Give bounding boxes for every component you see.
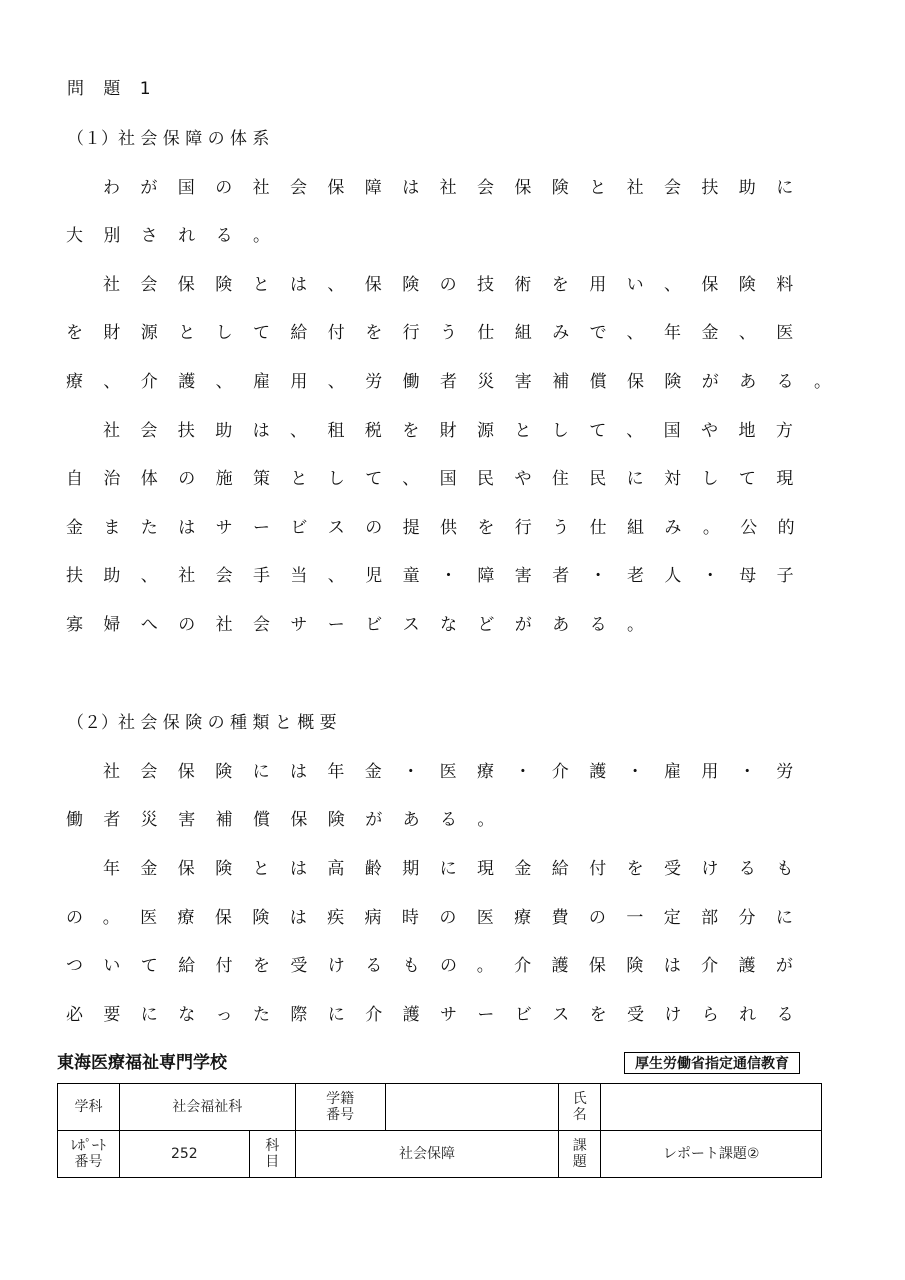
- assignment-value: レポート課題②: [601, 1131, 822, 1178]
- report-no-label: [58, 1131, 120, 1178]
- body-line: 社会扶助は、租税を財源として、国や地方: [103, 421, 814, 441]
- dept-label: 学科: [58, 1084, 120, 1131]
- table-row: [58, 1084, 822, 1131]
- body-line: 金またはサービスの提供を行う仕組み。公的: [66, 518, 816, 538]
- school-name: 東海医療福祉専門学校: [57, 1053, 227, 1073]
- body-line: わが国の社会保障は社会保険と社会扶助に: [103, 178, 814, 198]
- name-label-1: 氏: [572, 1090, 587, 1107]
- body-line: 社会保険とは、保険の技術を用い、保険料: [103, 275, 814, 295]
- name-label-2: 名: [572, 1106, 587, 1123]
- ministry-label: 厚生労働省指定通信教育: [624, 1052, 800, 1074]
- assignment-label-2: 題: [572, 1153, 587, 1170]
- assignment-label-1: 課: [572, 1137, 587, 1154]
- section-1-heading: （１）社 会 保 障 の 体 系: [67, 129, 270, 149]
- body-line: 扶助、社会手当、児童・障害者・老人・母子: [66, 566, 814, 586]
- body-line: を財源として給付を行う仕組みで、年金、医: [66, 323, 814, 343]
- body-line: 自治体の施策として、国民や住民に対して現: [66, 469, 814, 489]
- body-line: ついて給付を受けるもの。介護保険は介護が: [66, 956, 814, 976]
- report-info-table: [57, 1083, 822, 1178]
- subject-label: [249, 1131, 295, 1178]
- subject-label-1: 科: [265, 1137, 280, 1154]
- body-line: 年金保険とは高齢期に現金給付を受けるも: [103, 859, 814, 879]
- section-2-heading: （２）社 会 保 険 の 種 類 と 概 要: [67, 713, 337, 733]
- body-line: 社会保険には年金・医療・介護・雇用・労: [103, 762, 814, 782]
- report-no-label-1: ﾚﾎﾟｰﾄ: [70, 1137, 106, 1154]
- student-no-label: [295, 1084, 385, 1131]
- body-line: の。医療保険は疾病時の医療費の一定部分に: [66, 908, 814, 928]
- name-label: [559, 1084, 601, 1131]
- body-line: 大別される。: [66, 226, 291, 246]
- subject-label-2: 目: [265, 1153, 280, 1170]
- dept-value: 社会福祉科: [119, 1084, 295, 1131]
- student-no-value: [385, 1084, 559, 1131]
- body-line: 療、介護、雇用、労働者災害補償保険がある。: [66, 372, 852, 392]
- body-line: 働者災害補償保険がある。: [66, 810, 515, 830]
- body-line: 必要になった際に介護サービスを受けられる: [66, 1005, 814, 1025]
- question-title: 問 題 1: [67, 79, 151, 99]
- report-no-value: 252: [119, 1131, 249, 1178]
- table-row: [58, 1131, 822, 1178]
- subject-value: 社会保障: [295, 1131, 559, 1178]
- body-line: 寡婦への社会サービスなどがある。: [66, 615, 665, 635]
- student-no-label-1: 学籍: [326, 1090, 355, 1107]
- student-no-label-2: 番号: [326, 1106, 355, 1123]
- assignment-label: [559, 1131, 601, 1178]
- name-value: [601, 1084, 822, 1131]
- report-no-label-2: 番号: [74, 1153, 103, 1170]
